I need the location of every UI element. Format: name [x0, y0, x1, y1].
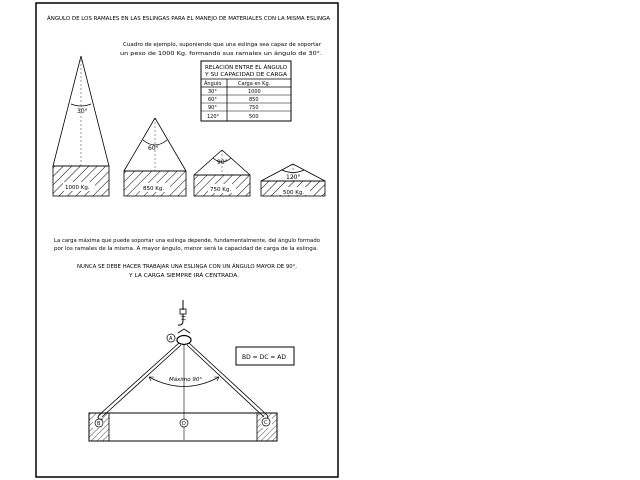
table-cell-load: 1000 — [248, 89, 261, 95]
table-cell-load: 500 — [249, 114, 259, 120]
warning-line-2: Y LA CARGA SIEMPRE IRÁ CENTRADA. — [129, 273, 227, 279]
sling-example-30 — [53, 56, 109, 196]
table-title-line-1: RELACIÓN ENTRE EL ÁNGULO — [205, 65, 280, 71]
load-weight-label: 750 Kg. — [210, 187, 232, 193]
sling-angle-label: 120° — [286, 174, 301, 181]
page-title: ÁNGULO DE LOS RAMALES EN LAS ESLINGAS PARA EL MANEJO DE MATERIALES CON LA MISMA ESLINGA — [47, 16, 327, 22]
hook-icon — [178, 300, 186, 325]
lifting-setup-diagram — [89, 300, 277, 441]
point-d-label: D — [182, 421, 186, 427]
formula-box — [236, 347, 294, 365]
intro-line-2: un peso de 1000 Kg. formando sus ramales un ángulo de 30°. — [120, 51, 276, 57]
warning-line-1: NUNCA SE DEBE HACER TRABAJAR UNA ESLINGA CON UN ÁNGULO MAYOR DE 90°, — [77, 264, 292, 270]
sling-angle-label: 60° — [148, 145, 159, 152]
point-a-label: A — [169, 336, 173, 342]
table-header-angle: Ángulo — [204, 81, 222, 87]
intro-line-1: Cuadro de ejemplo, suponiendo que una eslinga sea capaz de soportar — [123, 42, 323, 48]
max-angle-label: Máximo 90° — [169, 377, 203, 383]
paragraph-line-1: La carga máxima que puede soportar una eslinga depende, fundamentalmente, del ángulo formado — [54, 239, 296, 244]
point-c-label: C — [264, 420, 268, 426]
sling-example-120 — [261, 164, 325, 196]
sling-example-90 — [194, 150, 250, 196]
table-cell-angle: 30° — [208, 89, 217, 95]
table-title-line-2: Y SU CAPACIDAD DE CARGA — [203, 72, 288, 78]
load-weight-label: 850 Kg. — [143, 186, 165, 192]
table-header-load: Carga en Kg. — [238, 81, 271, 87]
table-cell-angle: 90° — [208, 105, 217, 111]
paragraph-line-2: por los ramales de la misma. A mayor ángulo, menor será la capacidad de carga de la eslinga. — [54, 247, 282, 252]
point-b-label: B — [97, 421, 101, 427]
sling-angle-label: 90° — [217, 159, 228, 166]
table-cell-angle: 60° — [208, 97, 217, 103]
sling-example-60 — [124, 118, 186, 196]
capacity-table — [201, 61, 291, 121]
table-cell-load: 850 — [249, 97, 259, 103]
sling-angle-label: 30° — [77, 108, 88, 115]
load-weight-label: 1000 Kg. — [65, 185, 90, 191]
formula-text: BD = DC = AD — [242, 354, 286, 361]
table-cell-load: 750 — [249, 105, 259, 111]
load-weight-label: 500 Kg. — [283, 190, 305, 196]
table-cell-angle: 120° — [207, 114, 220, 120]
